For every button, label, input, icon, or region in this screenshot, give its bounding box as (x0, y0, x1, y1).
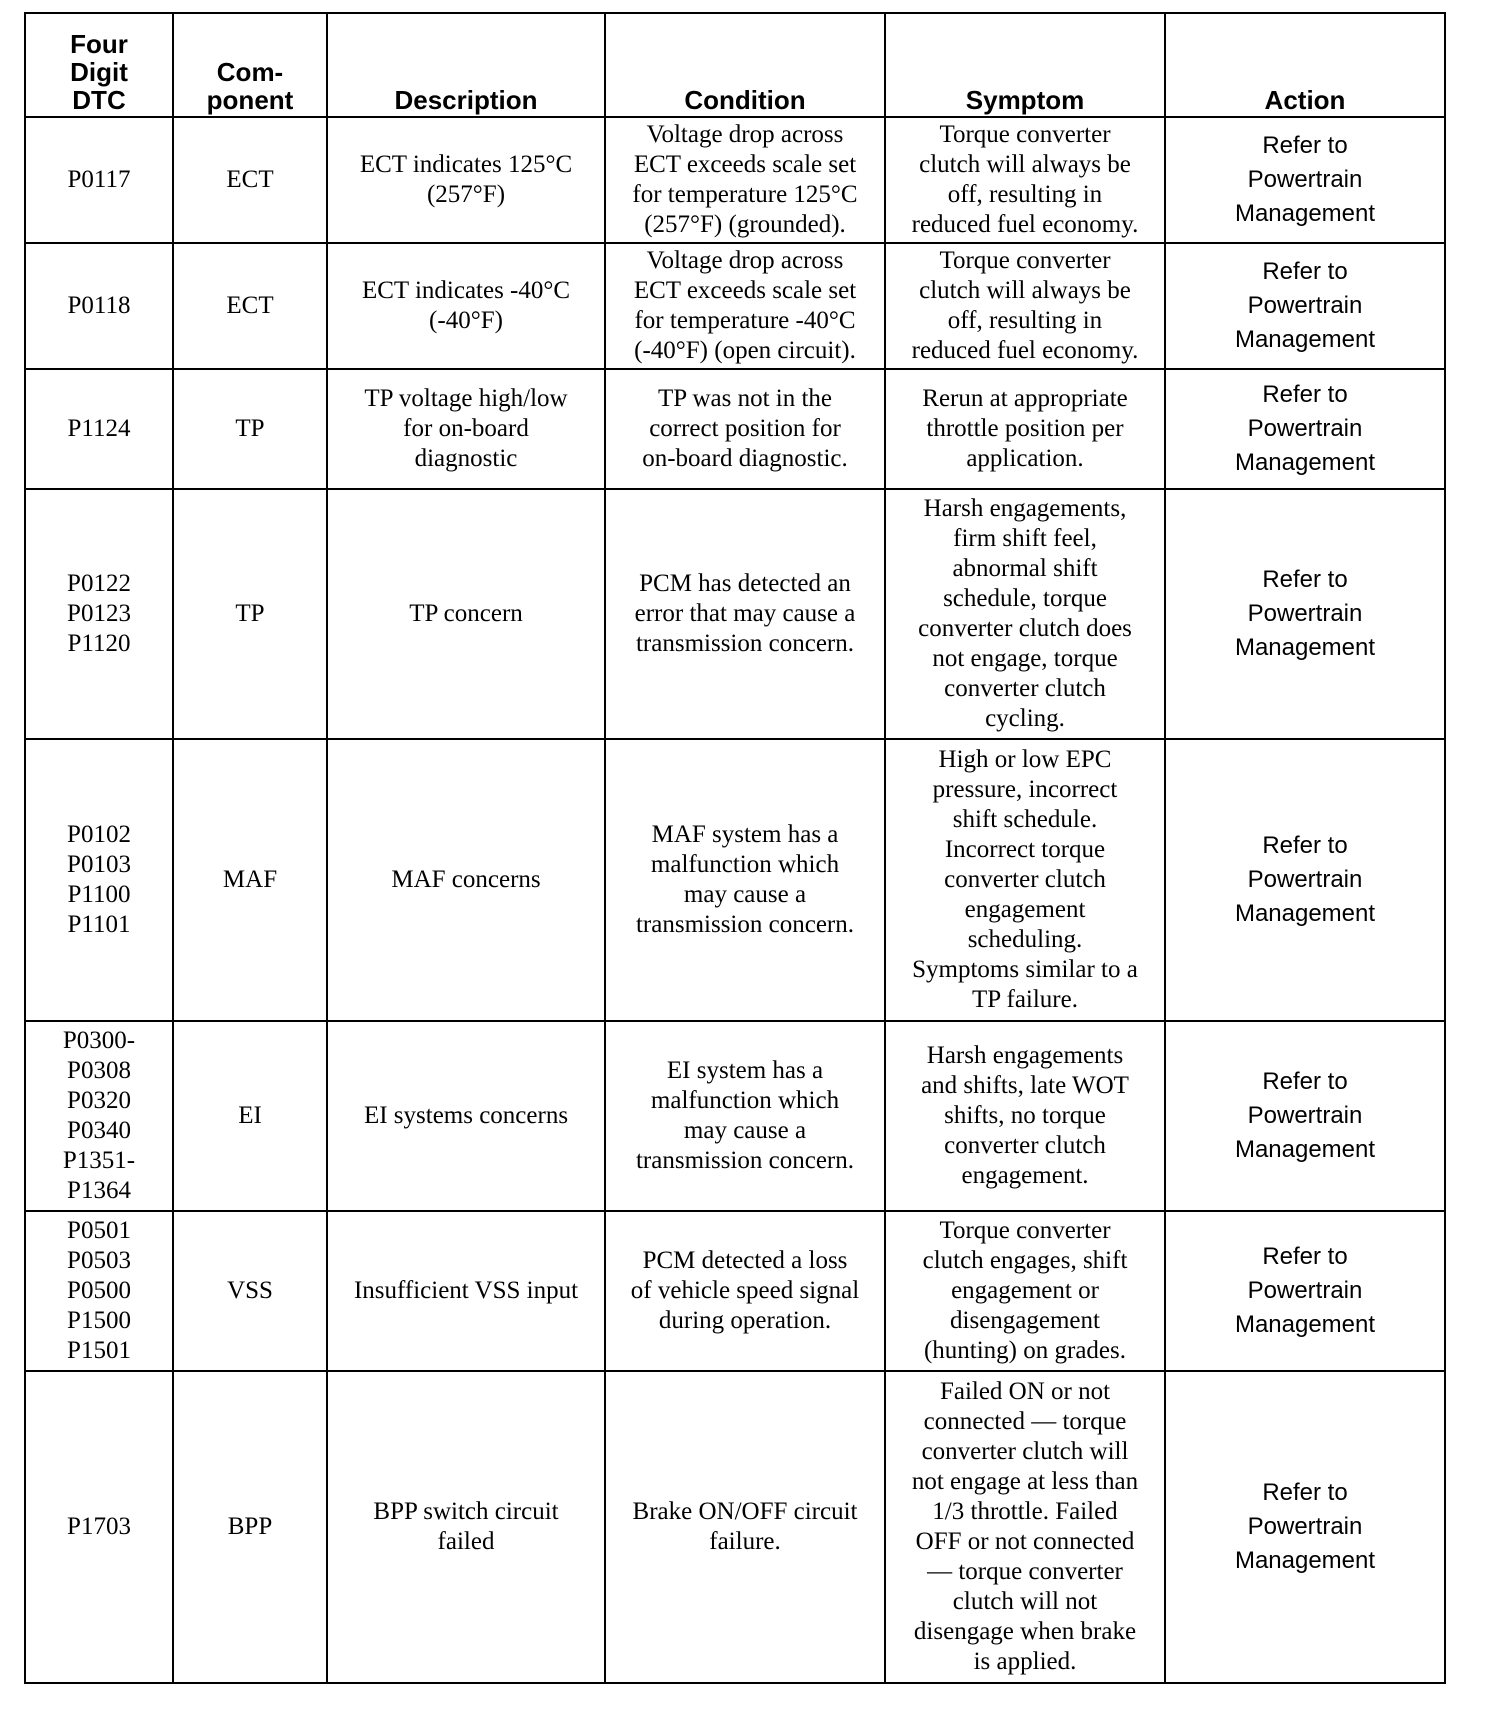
description-cell: ECT indicates -40°C (-40°F) (327, 243, 605, 369)
table-row (25, 1371, 1445, 1683)
table-row (25, 369, 1445, 489)
action-cell: Refer to Powertrain Management (1165, 489, 1445, 739)
table-row (25, 1021, 1445, 1211)
dtc-cell: P0122 P0123 P1120 (25, 489, 173, 739)
description-cell: EI systems concerns (327, 1021, 605, 1211)
component-cell: VSS (173, 1211, 327, 1371)
description-cell: Insufficient VSS input (327, 1211, 605, 1371)
condition-cell: Brake ON/OFF circuit failure. (605, 1371, 885, 1683)
condition-cell: Voltage drop across ECT exceeds scale set for temperature 125°C (257°F) (grounded). (605, 117, 885, 243)
description-cell: TP voltage high/low for on-board diagnostic (327, 369, 605, 489)
header-description: Description (327, 13, 605, 117)
header-dtc: Four Digit DTC (25, 13, 173, 117)
component-cell: ECT (173, 243, 327, 369)
action-cell: Refer to Powertrain Management (1165, 1371, 1445, 1683)
description-cell: ECT indicates 125°C (257°F) (327, 117, 605, 243)
dtc-cell: P0501 P0503 P0500 P1500 P1501 (25, 1211, 173, 1371)
symptom-cell: Torque converter clutch will always be off, resulting in reduced fuel economy. (885, 117, 1165, 243)
symptom-cell: Torque converter clutch will always be off, resulting in reduced fuel economy. (885, 243, 1165, 369)
header-action: Action (1165, 13, 1445, 117)
dtc-cell: P1703 (25, 1371, 173, 1683)
table-row (25, 1211, 1445, 1371)
condition-cell: TP was not in the correct position for on-board diagnostic. (605, 369, 885, 489)
description-cell: MAF concerns (327, 739, 605, 1021)
condition-cell: PCM detected a loss of vehicle speed signal during operation. (605, 1211, 885, 1371)
table-row (25, 243, 1445, 369)
table-row (25, 489, 1445, 739)
symptom-cell: Failed ON or not connected — torque converter clutch will not engage at less than 1/3 throttle. Failed OFF or not connected — torque converter clutch will not disengage when brake is applied. (885, 1371, 1165, 1683)
component-cell: EI (173, 1021, 327, 1211)
symptom-cell: Torque converter clutch engages, shift engagement or disengagement (hunting) on grades. (885, 1211, 1165, 1371)
dtc-cell: P1124 (25, 369, 173, 489)
condition-cell: PCM has detected an error that may cause a transmission concern. (605, 489, 885, 739)
dtc-cell: P0118 (25, 243, 173, 369)
condition-cell: Voltage drop across ECT exceeds scale set for temperature -40°C (-40°F) (open circuit). (605, 243, 885, 369)
header-symptom: Symptom (885, 13, 1165, 117)
action-cell: Refer to Powertrain Management (1165, 117, 1445, 243)
table-body (25, 117, 1445, 1683)
dtc-cell: P0102 P0103 P1100 P1101 (25, 739, 173, 1021)
description-cell: TP concern (327, 489, 605, 739)
header-condition: Condition (605, 13, 885, 117)
symptom-cell: Harsh engagements, firm shift feel, abnormal shift schedule, torque converter clutch does not engage, torque converter clutch cycling. (885, 489, 1165, 739)
table-header (25, 13, 1445, 117)
condition-cell: MAF system has a malfunction which may cause a transmission concern. (605, 739, 885, 1021)
symptom-cell: High or low EPC pressure, incorrect shift schedule. Incorrect torque converter clutch engagement scheduling. Symptoms similar to a TP failure. (885, 739, 1165, 1021)
table-row (25, 117, 1445, 243)
action-cell: Refer to Powertrain Management (1165, 369, 1445, 489)
dtc-table (24, 12, 1446, 1684)
symptom-cell: Harsh engagements and shifts, late WOT shifts, no torque converter clutch engagement. (885, 1021, 1165, 1211)
condition-cell: EI system has a malfunction which may cause a transmission concern. (605, 1021, 885, 1211)
header-component: Com- ponent (173, 13, 327, 117)
symptom-cell: Rerun at appropriate throttle position per application. (885, 369, 1165, 489)
action-cell: Refer to Powertrain Management (1165, 739, 1445, 1021)
component-cell: TP (173, 369, 327, 489)
component-cell: ECT (173, 117, 327, 243)
description-cell: BPP switch circuit failed (327, 1371, 605, 1683)
table-row (25, 739, 1445, 1021)
component-cell: TP (173, 489, 327, 739)
action-cell: Refer to Powertrain Management (1165, 243, 1445, 369)
action-cell: Refer to Powertrain Management (1165, 1021, 1445, 1211)
header-row (25, 13, 1445, 117)
component-cell: BPP (173, 1371, 327, 1683)
dtc-cell: P0117 (25, 117, 173, 243)
dtc-cell: P0300- P0308 P0320 P0340 P1351- P1364 (25, 1021, 173, 1211)
action-cell: Refer to Powertrain Management (1165, 1211, 1445, 1371)
component-cell: MAF (173, 739, 327, 1021)
